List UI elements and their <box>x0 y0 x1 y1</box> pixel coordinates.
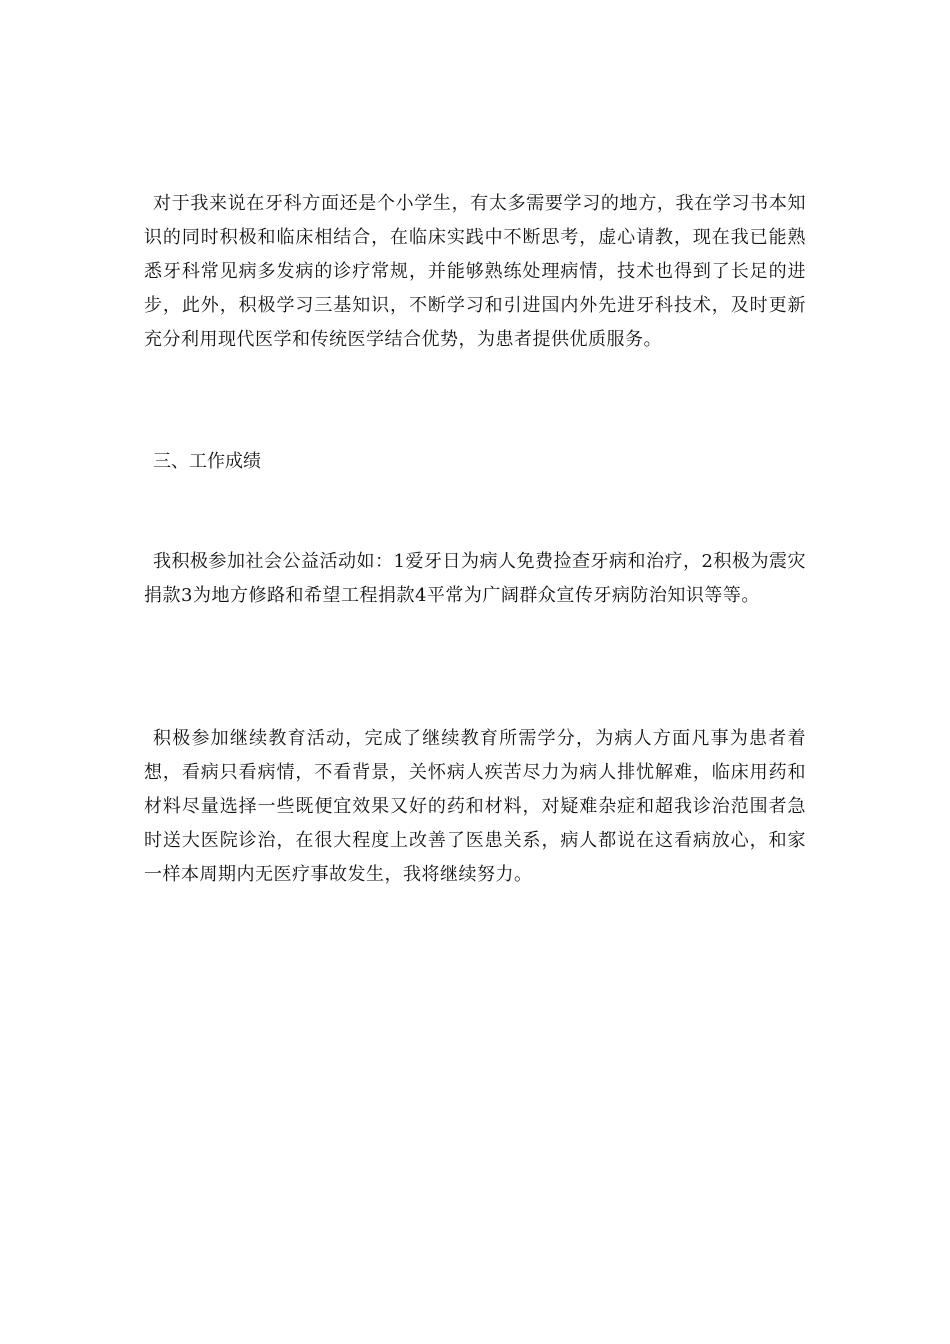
paragraph-dental-learning: 对于我来说在牙科方面还是个小学生，有太多需要学习的地方，我在学习书本知识的同时积极和临床相结合，在临床实践中不断思考，虚心请教，现在我已能熟悉牙科常见病多发病的诊疗常规，并能够熟练处理病情，技术也得到了长足的进步，此外，积极学习三基知识，不断学习和引进国内外先进牙科技术，及时更新充分利用现代医学和传统医学结合优势，为患者提供优质服务。 <box>144 193 806 350</box>
paragraph-public-welfare: 我积极参加社会公益活动如：1爱牙日为病人免费捡查牙病和治疗，2积极为震灾捐款3为地方修路和希望工程捐款4平常为广阔群众宣传牙病防治知识等等。 <box>144 551 806 606</box>
paragraph-continuing-education: 积极参加继续教育活动，完成了继续教育所需学分，为病人方面凡事为患者着想，看病只看病情，不看背景，关怀病人疾苦尽力为病人排忧解难，临床用药和材料尽量选择一些既便宜效果又好的药和材料，对疑难杂症和超我诊治范围者急时送大医院诊治，在很大程度上改善了医患关系，病人都说在这看病放心，和家一样本周期内无医疗事故发生，我将继续努力。 <box>144 728 806 885</box>
section-heading-work-achievements: 三、工作成绩 <box>153 451 261 472</box>
